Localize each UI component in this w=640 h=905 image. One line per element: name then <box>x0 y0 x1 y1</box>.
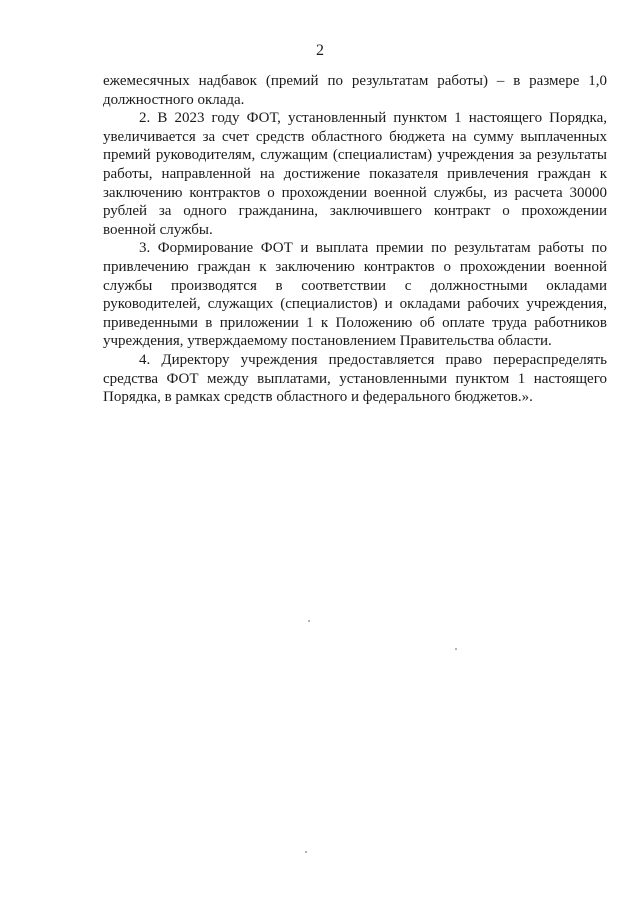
paragraph-item-3: 3. Формирование ФОТ и выплата премии по результатам работы по привлечению граждан к заключению контрактов о прохождении военной службы производятся в соответствии с должностными окладами руководителей, служащих (специалистов) и окладами рабочих учреждения, приведенными в приложении 1 к Положению об оплате труда работников учреждения, утверждаемому постановлением Правительства области. <box>103 240 607 350</box>
scan-speck <box>305 851 307 853</box>
scan-speck <box>455 648 457 650</box>
scan-speck <box>308 620 310 622</box>
paragraph-continuation: ежемесячных надбавок (премий по результатам работы) – в размере 1,0 должностного оклада. <box>103 73 607 108</box>
paragraph-item-2: 2. В 2023 году ФОТ, установленный пунктом 1 настоящего Порядка, увеличивается за счет средств областного бюджета на сумму выплаченных премий руководителям, служащим (специалистам) учреждения за результаты работы, направленной на достижение показателя привлечения граждан к заключению контрактов о прохождении военной службы, из расчета 30000 рублей за одного гражданина, заключившего контракт о прохождении военной службы. <box>103 110 607 238</box>
document-body <box>103 72 607 407</box>
page-number: 2 <box>316 42 324 59</box>
paragraph-item-4: 4. Директору учреждения предоставляется право перераспределять средства ФОТ между выплатами, установленными пунктом 1 настоящего Порядка, в рамках средств областного и федерального бюджетов.». <box>103 351 607 406</box>
